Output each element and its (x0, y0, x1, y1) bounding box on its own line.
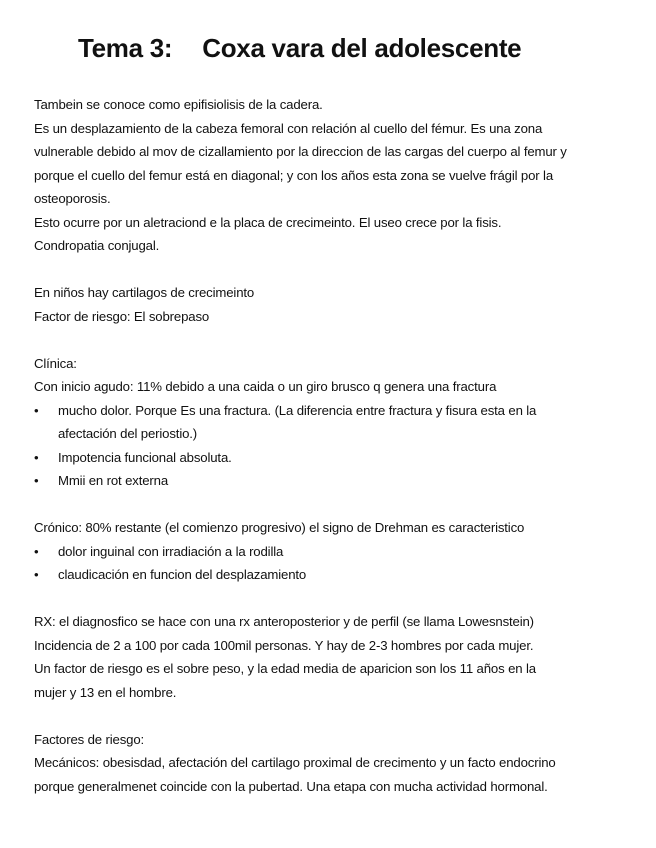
bullet-icon: • (34, 449, 39, 465)
bullet-text: mucho dolor. Porque Es una fractura. (La diferencia entre fractura y fisura esta en la (58, 402, 537, 418)
bullet-text: claudicación en funcion del desplazamiento (58, 567, 307, 582)
bullet-text: Impotencia funcional absoluta. (58, 449, 232, 465)
text-line: osteoporosis. (34, 191, 111, 206)
text-line: Factor de riesgo: El sobrepaso (34, 308, 210, 324)
title-text: Coxa vara del adolescente (202, 33, 522, 63)
text-line: Tambein se conoce como epifisiolisis de la cadera. (34, 97, 323, 112)
title-number: Tema 3: (78, 33, 173, 63)
bullet-icon: • (34, 567, 39, 582)
text-line: En niños hay cartilagos de crecimeinto (34, 285, 255, 300)
text-line: Es un desplazamiento de la cabeza femoral con relación al cuello del fémur. Es una zona (34, 120, 543, 136)
text-line: porque el cuello del femur está en diagonal; y con los años esta zona se vuelve frágil por la (34, 167, 554, 183)
text-line: Crónico: 80% restante (el comienzo progresivo) el signo de Drehman es caracteristico (34, 520, 525, 535)
bullet-text: afectación del periostio.) (58, 426, 198, 441)
text-line: Incidencia de 2 a 100 por cada 100mil personas. Y hay de 2-3 hombres por cada mujer. (34, 637, 534, 653)
bullet-icon: • (34, 543, 39, 559)
bullet-item (34, 399, 634, 446)
section-heading-factores: Factores de riesgo: (34, 731, 145, 747)
bullet-item (34, 540, 634, 564)
bullet-icon: • (34, 402, 39, 418)
section-heading-clinica: Clínica: (34, 355, 77, 371)
text-line: Condropatia conjugal. (34, 238, 160, 253)
bullet-item (34, 563, 634, 587)
bullet-item (34, 446, 634, 470)
text-line: mujer y 13 en el hombre. (34, 684, 177, 700)
bullet-text: Mmii en rot externa (58, 473, 169, 488)
text-line: RX: el diagnosfico se hace con una rx anteroposterior y de perfil (se llama Lowesnstein) (34, 614, 534, 629)
bullet-item (34, 469, 634, 493)
document-body (34, 93, 634, 798)
document-title (78, 33, 521, 64)
text-line: vulnerable debido al mov de cizallamiento por la direccion de las cargas del cuerpo al femur y (34, 144, 567, 159)
bullet-text: dolor inguinal con irradiación a la rodilla (58, 543, 284, 559)
bullet-icon: • (34, 473, 39, 488)
text-line: Un factor de riesgo es el sobre peso, y la edad media de aparicion son los 11 años en la (34, 661, 536, 676)
text-line: Mecánicos: obesisdad, afectación del cartilago proximal de crecimento y un facto endocrino (34, 755, 556, 770)
text-line: porque generalmenet coincide con la pubertad. Una etapa con mucha actividad hormonal. (34, 778, 548, 794)
text-line: Esto ocurre por un aletraciond e la placa de crecimeinto. El useo crece por la fisis. (34, 214, 502, 230)
text-line: Con inicio agudo: 11% debido a una caida o un giro brusco q genera una fractura (34, 379, 497, 394)
